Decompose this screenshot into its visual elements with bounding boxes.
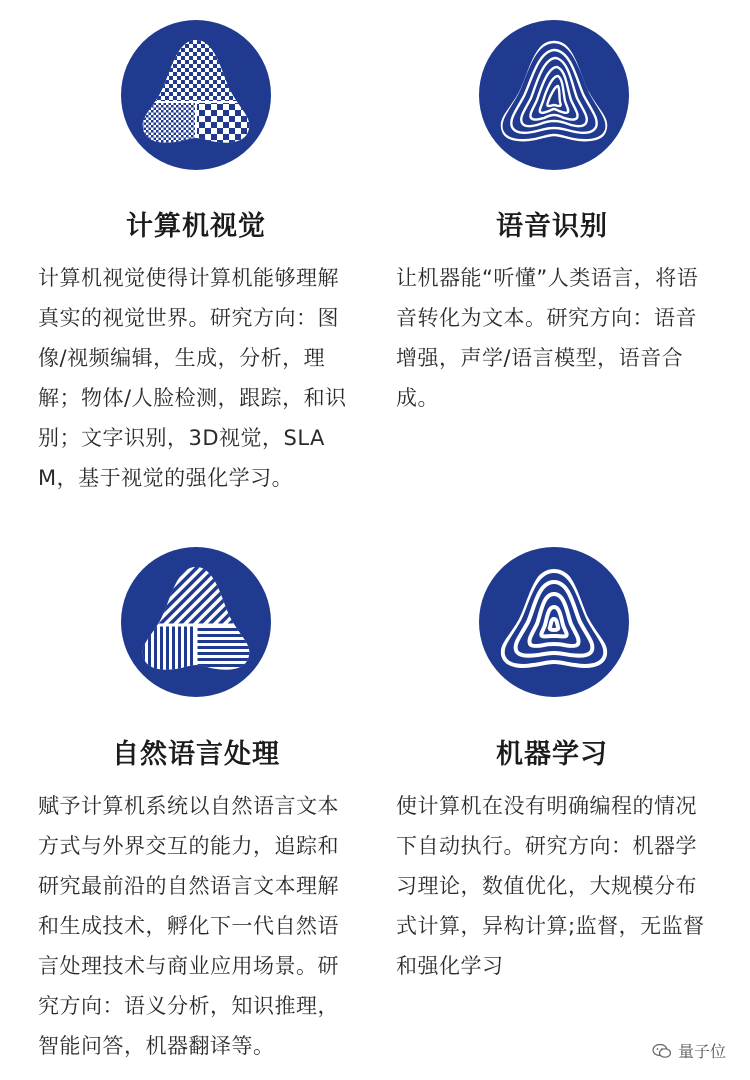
striped-trefoil-icon [121,547,271,697]
section-title: 自然语言处理 [112,739,280,770]
section-description: 让机器能“听懂”人类语言，将语音转化为文本。研究方向：语音增强，声学/语言模型，语音合成。 [396,266,699,410]
section-title: 语音识别 [496,211,608,242]
watermark [652,1039,726,1062]
checkerboard-trefoil-icon [121,20,271,170]
section-description: 使计算机在没有明确编程的情况下自动执行。研究方向：机器学习理论，数值优化，大规模分布式计算，异构计算;监督，无监督和强化学习 [396,794,705,978]
wechat-icon [652,1043,672,1059]
section-description: 赋予计算机系统以自然语言文本方式与外界交互的能力，追踪和研究最前沿的自然语言文本理解和生成技术，孵化下一代自然语言处理技术与商业应用场景。研究方向：语义分析，知识推理，智能问答，机器翻译等。 [38,794,339,1058]
section-title: 计算机视觉 [126,211,266,242]
watermark-text: 量子位 [677,1042,726,1061]
section-description: 计算机视觉使得计算机能够理解真实的视觉世界。研究方向：图像/视频编辑，生成，分析，理解；物体/人脸检测，跟踪，和识别；文字识别，3D视觉，SLAM，基于视觉的强化学习。 [38,266,347,490]
section-title: 机器学习 [496,739,608,770]
contour-trefoil-icon [479,20,629,170]
spiral-trefoil-icon [479,547,629,697]
